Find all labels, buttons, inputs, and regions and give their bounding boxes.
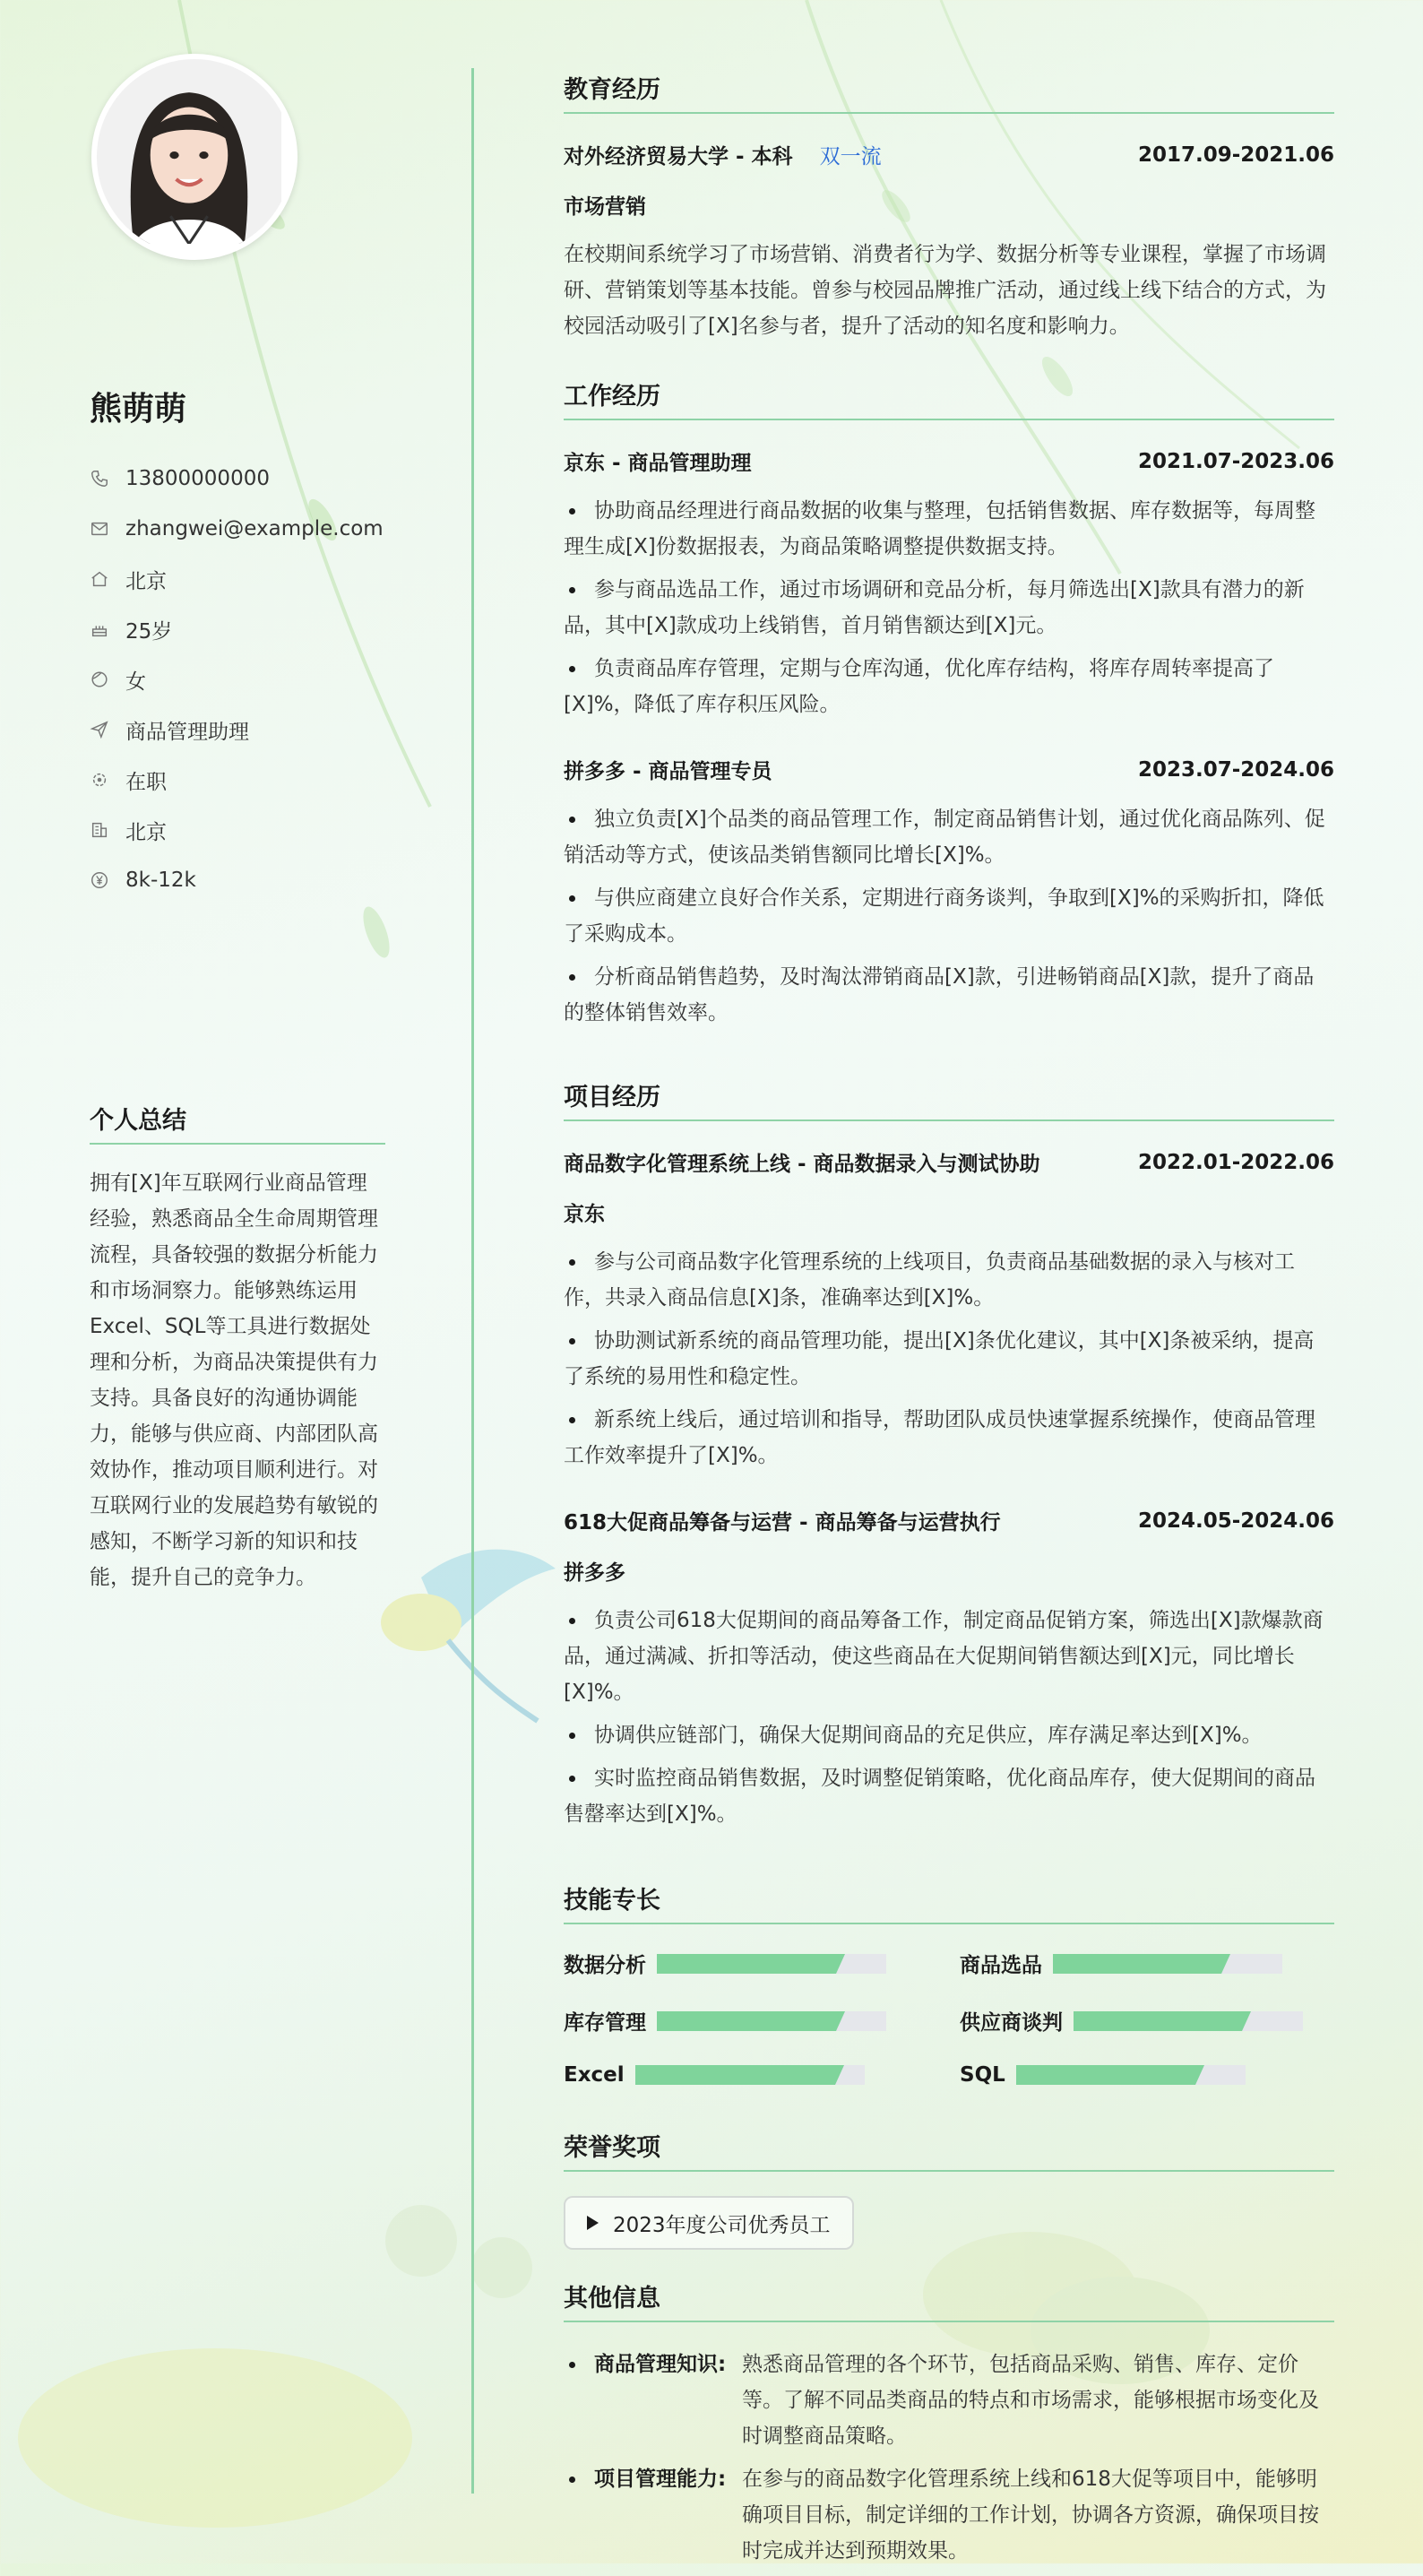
skill-fill bbox=[657, 1954, 836, 1974]
list-item: 新系统上线后，通过培训和指导，帮助团队成员快速掌握系统操作，使商品管理工作效率提升了[X]%。 bbox=[564, 1402, 1334, 1474]
job-header bbox=[564, 755, 1334, 784]
skill-bar bbox=[1074, 2011, 1303, 2031]
skill-item bbox=[564, 2063, 865, 2087]
skill-name: Excel bbox=[564, 2063, 625, 2087]
list-item: 协助测试新系统的商品管理功能，提出[X]条优化建议，其中[X]条被采纳，提高了系统的易用性和稳定性。 bbox=[564, 1323, 1334, 1395]
phone-value: 13800000000 bbox=[125, 467, 270, 490]
location-value: 北京 bbox=[125, 569, 167, 593]
bullet-dot-icon bbox=[564, 2461, 594, 2569]
info-location bbox=[90, 554, 384, 604]
skills-title: 技能专长 bbox=[564, 1880, 1334, 1924]
skill-bar bbox=[657, 2011, 886, 2031]
city-value: 北京 bbox=[125, 820, 167, 844]
list-item: 独立负责[X]个品类的商品管理工作，制定商品销售计划，通过优化商品陈列、促销活动等方式，使该品类销售额同比增长[X]%。 bbox=[564, 801, 1334, 873]
job-bullets bbox=[564, 801, 1334, 1038]
education-school-group bbox=[564, 140, 882, 169]
job-bullets bbox=[564, 493, 1334, 730]
education-major: 市场营销 bbox=[564, 195, 646, 219]
skill-item bbox=[564, 2006, 886, 2036]
list-item: 分析商品销售趋势，及时淘汰滞销商品[X]款，引进畅销商品[X]款，提升了商品的整体销售效率。 bbox=[564, 959, 1334, 1031]
gender-icon bbox=[90, 670, 109, 689]
age-value: 25岁 bbox=[125, 619, 173, 644]
skill-item bbox=[960, 2006, 1303, 2036]
email-value: zhangwei@example.com bbox=[125, 517, 384, 540]
education-school: 对外经济贸易大学 - 本科 bbox=[564, 145, 793, 169]
info-age bbox=[90, 604, 384, 654]
skill-name: 商品选品 bbox=[960, 1954, 1042, 1977]
yen-icon bbox=[90, 870, 109, 890]
skill-bar bbox=[1053, 1954, 1282, 1974]
other-text: 在参与的商品数字化管理系统上线和618大促等项目中，能够明确项目目标，制定详细的工作计划，协调各方资源，确保项目按时完成并达到预期效果。 bbox=[742, 2468, 1319, 2563]
position-value: 商品管理助理 bbox=[125, 720, 249, 744]
status-icon bbox=[90, 770, 109, 790]
skill-fill bbox=[1053, 1954, 1221, 1974]
other-label: 项目管理能力: bbox=[594, 2468, 727, 2491]
avatar bbox=[91, 54, 298, 260]
salary-value: 8k-12k bbox=[125, 869, 196, 892]
project-bullets bbox=[564, 1603, 1334, 1839]
job-date: 2023.07-2024.06 bbox=[1137, 757, 1334, 782]
education-date: 2017.09-2021.06 bbox=[1137, 143, 1334, 167]
project-header bbox=[564, 1147, 1334, 1177]
info-status bbox=[90, 755, 384, 805]
list-item: 与供应商建立良好合作关系，定期进行商务谈判，争取到[X]%的采购折扣，降低了采购成本。 bbox=[564, 880, 1334, 952]
awards-title: 荣誉奖项 bbox=[564, 2128, 1334, 2172]
status-value: 在职 bbox=[125, 770, 167, 794]
project-date: 2024.05-2024.06 bbox=[1137, 1508, 1334, 1533]
candidate-name: 熊萌萌 bbox=[90, 391, 187, 428]
project-date: 2022.01-2022.06 bbox=[1137, 1150, 1334, 1174]
job-heading: 拼多多 - 商品管理专员 bbox=[564, 760, 772, 783]
info-gender bbox=[90, 654, 384, 705]
work-title: 工作经历 bbox=[564, 376, 1334, 420]
column-divider bbox=[471, 68, 474, 2494]
phone-icon bbox=[90, 469, 109, 488]
info-city bbox=[90, 805, 384, 855]
summary-title: 个人总结 bbox=[90, 1101, 385, 1145]
skill-name: 供应商谈判 bbox=[960, 2011, 1063, 2035]
skill-fill bbox=[1016, 2065, 1195, 2085]
skill-name: 数据分析 bbox=[564, 1954, 646, 1977]
skill-name: SQL bbox=[960, 2063, 1005, 2087]
project-bullets bbox=[564, 1244, 1334, 1481]
education-description: 在校期间系统学习了市场营销、消费者行为学、数据分析等专业课程，掌握了市场调研、营销策划等基本技能。曾参与校园品牌推广活动，通过线上线下结合的方式，为校园活动吸引了[X]名参与者，提升了活动的知名度和影响力。 bbox=[564, 243, 1326, 338]
avatar-portrait-icon bbox=[97, 59, 281, 244]
home-icon bbox=[90, 569, 109, 589]
school-tag: 双一流 bbox=[819, 145, 882, 169]
list-item: 参与商品选品工作，通过市场调研和竞品分析，每月筛选出[X]款具有潜力的新品，其中[X]款成功上线销售，首月销售额达到[X]元。 bbox=[564, 572, 1334, 644]
skill-bar bbox=[635, 2065, 865, 2085]
education-title: 教育经历 bbox=[564, 70, 1334, 114]
info-email bbox=[90, 504, 384, 554]
other-info-list bbox=[564, 2347, 1334, 2576]
cake-icon bbox=[90, 619, 109, 639]
projects-title: 项目经历 bbox=[564, 1077, 1334, 1121]
other-label: 商品管理知识: bbox=[594, 2353, 727, 2376]
other-text: 熟悉商品管理的各个环节，包括商品采购、销售、库存、定价等。了解不同品类商品的特点和市场需求，能够根据市场变化及时调整商品策略。 bbox=[742, 2353, 1319, 2448]
info-phone bbox=[90, 454, 384, 504]
contact-info-list bbox=[90, 454, 384, 905]
skill-name: 库存管理 bbox=[564, 2011, 646, 2035]
project-company: 拼多多 bbox=[564, 1561, 625, 1585]
other-title: 其他信息 bbox=[564, 2278, 1334, 2322]
list-item: 负责公司618大促期间的商品筹备工作，制定商品促销方案，筛选出[X]款爆款商品，通过满减、折扣等活动，使这些商品在大促期间销售额达到[X]元，同比增长[X]%。 bbox=[564, 1603, 1334, 1710]
skill-item bbox=[960, 1949, 1282, 1978]
list-item: 负责商品库存管理，定期与仓库沟通，优化库存结构，将库存周转率提高了[X]%，降低了库存积压风险。 bbox=[564, 651, 1334, 722]
gender-value: 女 bbox=[125, 670, 146, 694]
info-position bbox=[90, 705, 384, 755]
project-heading: 商品数字化管理系统上线 - 商品数据录入与测试协助 bbox=[564, 1153, 1040, 1176]
list-item bbox=[564, 2347, 1334, 2454]
project-header bbox=[564, 1506, 1334, 1535]
award-badge[interactable] bbox=[564, 2196, 854, 2250]
list-item: 参与公司商品数字化管理系统的上线项目，负责商品基础数据的录入与核对工作，共录入商品信息[X]条，准确率达到[X]%。 bbox=[564, 1244, 1334, 1316]
skill-bar bbox=[1016, 2065, 1246, 2085]
project-company: 京东 bbox=[564, 1203, 605, 1226]
list-item: 协助商品经理进行商品数据的收集与整理，包括销售数据、库存数据等，每周整理生成[X]份数据报表，为商品策略调整提供数据支持。 bbox=[564, 493, 1334, 565]
send-icon bbox=[90, 720, 109, 739]
building-icon bbox=[90, 820, 109, 840]
skill-bar bbox=[657, 1954, 886, 1974]
skill-item bbox=[564, 1949, 886, 1978]
job-heading: 京东 - 商品管理助理 bbox=[564, 452, 752, 475]
education-header bbox=[564, 140, 1334, 169]
list-item bbox=[564, 2461, 1334, 2569]
info-salary bbox=[90, 855, 384, 905]
skill-fill bbox=[635, 2065, 836, 2085]
bullet-dot-icon bbox=[564, 2347, 594, 2454]
play-triangle-icon bbox=[587, 2216, 599, 2230]
job-date: 2021.07-2023.06 bbox=[1137, 449, 1334, 473]
skill-fill bbox=[657, 2011, 836, 2031]
list-item: 协调供应链部门，确保大促期间商品的充足供应，库存满足率达到[X]%。 bbox=[564, 1717, 1334, 1753]
job-header bbox=[564, 446, 1334, 476]
skill-fill bbox=[1074, 2011, 1242, 2031]
list-item: 实时监控商品销售数据，及时调整促销策略，优化商品库存，使大促期间的商品售罄率达到[X]%。 bbox=[564, 1760, 1334, 1832]
project-heading: 618大促商品筹备与运营 - 商品筹备与运营执行 bbox=[564, 1511, 1001, 1534]
award-label: 2023年度公司优秀员工 bbox=[613, 2213, 831, 2237]
email-icon bbox=[90, 519, 109, 539]
skill-item bbox=[960, 2063, 1246, 2087]
summary-text: 拥有[X]年互联网行业商品管理经验，熟悉商品全生命周期管理流程，具备较强的数据分析能力和市场洞察力。能够熟练运用Excel、SQL等工具进行数据处理和分析，为商品决策提供有力支持。具备良好的沟通协调能力，能够与供应商、内部团队高效协作，推动项目顺利进行。对互联网行业的发展趋势有敏锐的感知，不断学习新的知识和技能，提升自己的竞争力。 bbox=[90, 1171, 378, 1589]
